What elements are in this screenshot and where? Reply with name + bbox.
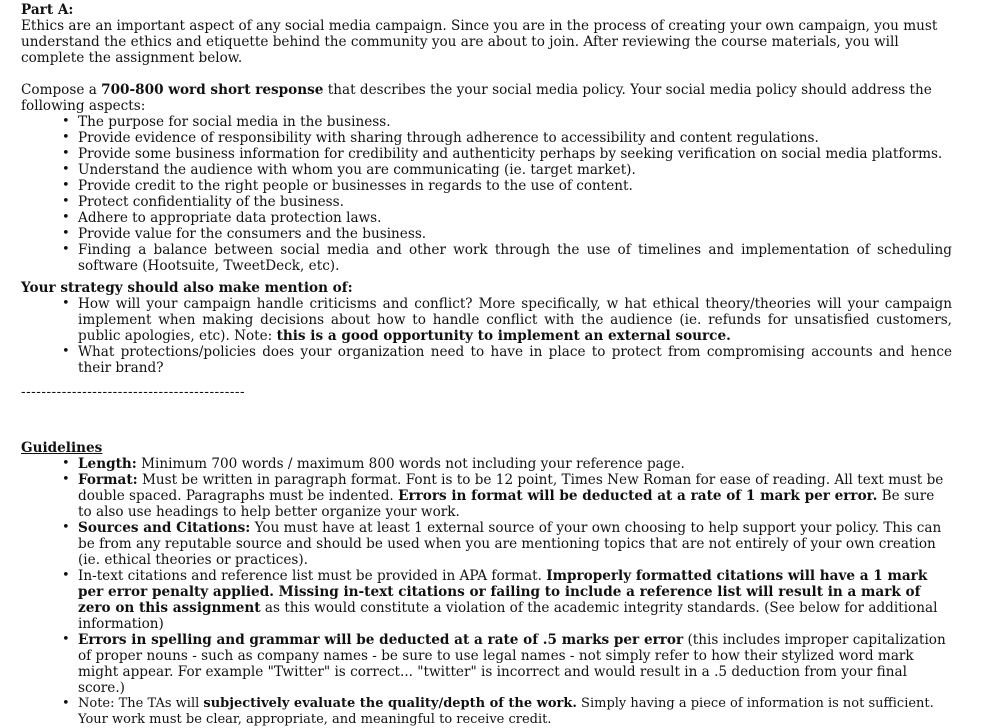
apa-text-2: as this would constitute a violation of the academic integrity standards. (See below for additional information) (78, 600, 938, 632)
spelling-bold: Errors in spelling and grammar will be deducted at a rate of .5 marks per error (78, 632, 684, 648)
list-item (78, 696, 952, 728)
list-item: • What protections/policies does your organization need to have in place to protect from compromising accounts and hence their brand? (78, 344, 952, 376)
list-item (78, 472, 952, 520)
length-label: Length: (78, 456, 137, 472)
intro-paragraph: Ethics are an important aspect of any social media campaign. Since you are in the process of creating your own campaign, you must understand the ethics and etiquette behind the community you are about to join. After reviewing the course materials, you will complete the assignment below. (21, 18, 938, 66)
divider-line: -------------------------------------------- (21, 384, 246, 400)
part-a-heading: Part A: (21, 2, 74, 18)
list-item: • Provide some business information for credibility and authenticity perhaps by seeking verification on social media platforms. (78, 146, 952, 162)
strategy-heading: Your strategy should also make mention of: (21, 280, 353, 296)
format-text-2: Be sure to also use headings to help better organize your work. (78, 488, 935, 520)
list-item: • The purpose for social media in the business. (78, 114, 952, 130)
compose-post: that describes the your social media policy. Your social media policy should address the following aspects: (21, 82, 932, 114)
sources-label: Sources and Citations: (78, 520, 251, 536)
format-text: Must be written in paragraph format. Font is to be 12 point, Times New Roman for ease of reading. All text must be double spaced. Paragraphs must be indented. (78, 472, 944, 504)
strategy-item-1-text: How will your campaign handle criticisms and conflict? More specifically, w hat ethical theory/theories will your campaign implement when making decisions about how to handle conflict with the audience (ie. refunds for unsatisfied customers, public apologies, etc). Note: (78, 296, 952, 344)
list-item: • Provide value for the consumers and the business. (78, 226, 952, 242)
format-bold: Errors in format will be deducted at a rate of 1 mark per error. (398, 488, 878, 504)
list-item: • Finding a balance between social media and other work through the use of timelines and implementation of scheduling software (Hootsuite, TweetDeck, etc). (78, 242, 952, 274)
compose-word-count: 700-800 word short response (101, 82, 324, 98)
list-item (78, 632, 952, 696)
list-item: • Provide credit to the right people or businesses in regards to the use of content. (78, 178, 952, 194)
sources-text: You must have at least 1 external source of your own choosing to help support your policy. This can be from any reputable source and should be used when you are mentioning topics that are not entirely of your own creation (ie. ethical theories or practices). (78, 520, 942, 568)
compose-pre: Compose a (21, 82, 102, 98)
apa-bold: Improperly formatted citations will have a 1 mark per error penalty applied. Missing in-text citations or failing to include a reference list will result in a mark of zero on this assignment (78, 568, 928, 616)
guidelines-list (21, 456, 952, 728)
length-text: Minimum 700 words / maximum 800 words not including your reference page. (136, 456, 685, 472)
list-item: • Adhere to appropriate data protection laws. (78, 210, 952, 226)
list-item: • Understand the audience with whom you are communicating (ie. target market). (78, 162, 952, 178)
list-item (78, 456, 952, 472)
spelling-text: (this includes improper capitalization of proper nouns - such as company names - be sure to use legal names - not simply refer to how their stylized word mark might appear. For example "Twitter" is correct... "twitter" is incorrect and would result in a .5 deduction from your final score.) (78, 632, 946, 696)
list-item (78, 520, 952, 568)
aspects-list (21, 114, 952, 274)
note-bold: subjectively evaluate the quality/depth of the work. (203, 696, 577, 711)
list-item (78, 568, 952, 632)
strategy-item-1-bold: this is a good opportunity to implement an external source. (276, 328, 731, 344)
list-item: • Protect confidentiality of the business. (78, 194, 952, 210)
guidelines-heading: Guidelines (21, 440, 103, 456)
compose-paragraph (21, 82, 952, 114)
apa-text: In-text citations and reference list must be provided in APA format. (78, 568, 547, 584)
list-item: • Provide evidence of responsibility with sharing through adherence to accessibility and content regulations. (78, 130, 952, 146)
strategy-list (21, 296, 952, 376)
note-text-2: Simply having a piece of information is not sufficient. Your work must be clear, appropriate, and meaningful to receive credit. (78, 696, 934, 727)
list-item (78, 296, 952, 344)
note-text: Note: The TAs will (78, 696, 204, 711)
format-label: Format: (78, 472, 138, 488)
